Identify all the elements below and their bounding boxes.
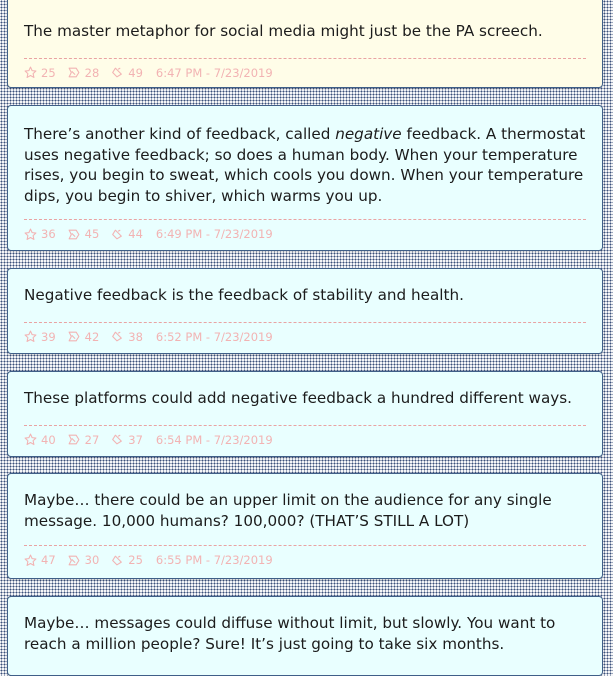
post-card[interactable]	[7, 105, 603, 251]
post-timestamp[interactable]: 6:49 PM - 7/23/2019	[155, 227, 273, 241]
repost-icon	[110, 554, 124, 567]
reply-icon	[67, 554, 81, 567]
post-text: Maybe… there could be an upper limit on the audience for any single message. 10,000 humans? 100,000? (THAT’S STILL A LOT)	[24, 491, 552, 530]
post-meta	[24, 323, 586, 351]
reply-count: 28	[84, 65, 100, 80]
star-icon	[24, 66, 37, 79]
reply-button[interactable]	[67, 330, 100, 344]
repost-button[interactable]	[110, 227, 143, 241]
post-card[interactable]	[7, 473, 603, 579]
repost-button[interactable]	[110, 66, 143, 80]
repost-count: 37	[128, 432, 143, 447]
repost-count: 49	[128, 65, 143, 80]
reply-icon	[67, 330, 81, 343]
star-icon	[24, 228, 37, 241]
repost-button[interactable]	[110, 330, 143, 344]
reply-icon	[67, 228, 81, 241]
post-text-part: feedback. A thermostat uses negative feedback; so does a human body. When your temperature rises, you begin to sweat, which cools you down. When your temperature dips, you begin to shiver, which warms you up.	[24, 125, 586, 205]
post-text: These platforms could add negative feedback a hundred different ways.	[24, 389, 572, 407]
post-card[interactable]	[7, 596, 603, 676]
reply-button[interactable]	[67, 433, 100, 447]
star-button[interactable]	[24, 227, 56, 241]
post-card[interactable]	[7, 0, 603, 88]
star-button[interactable]	[24, 330, 56, 344]
post-text-emphasis: negative	[335, 125, 402, 143]
reply-button[interactable]	[67, 227, 100, 241]
post-meta	[24, 546, 586, 574]
star-icon	[24, 554, 37, 567]
star-button[interactable]	[24, 553, 56, 567]
repost-count: 38	[128, 329, 143, 344]
reply-icon	[67, 433, 81, 446]
post-text: The master metaphor for social media might just be the PA screech.	[24, 22, 543, 40]
post-text	[24, 124, 586, 206]
post-timestamp[interactable]: 6:47 PM - 7/23/2019	[155, 65, 273, 80]
repost-icon	[110, 330, 124, 343]
repost-button[interactable]	[110, 553, 143, 567]
reply-count: 27	[84, 432, 100, 447]
reply-icon	[67, 66, 81, 79]
reply-count: 45	[84, 227, 100, 241]
repost-icon	[110, 66, 124, 79]
star-count: 36	[41, 227, 56, 241]
reply-count: 42	[84, 329, 100, 344]
reply-button[interactable]	[67, 66, 100, 80]
reply-button[interactable]	[67, 553, 100, 567]
post-text: Maybe… messages could diffuse without limit, but slowly. You want to reach a million people? Sure! It’s just going to take six months.	[24, 614, 556, 653]
star-icon	[24, 330, 37, 343]
post-timestamp[interactable]: 6:55 PM - 7/23/2019	[155, 553, 273, 567]
repost-icon	[110, 228, 124, 241]
star-count: 25	[41, 65, 56, 80]
post-timestamp[interactable]: 6:52 PM - 7/23/2019	[155, 329, 273, 344]
star-icon	[24, 433, 37, 446]
post-timestamp[interactable]: 6:54 PM - 7/23/2019	[155, 432, 273, 447]
post-card[interactable]	[7, 371, 603, 457]
star-count: 39	[41, 329, 56, 344]
post-text-part: There’s another kind of feedback, called	[24, 125, 336, 143]
repost-count: 44	[128, 227, 143, 241]
star-count: 47	[41, 553, 56, 567]
star-count: 40	[41, 432, 56, 447]
post-meta	[24, 220, 586, 248]
repost-count: 25	[128, 553, 143, 567]
star-button[interactable]	[24, 433, 56, 447]
post-text: Negative feedback is the feedback of stability and health.	[24, 286, 464, 304]
repost-icon	[110, 433, 124, 446]
repost-button[interactable]	[110, 433, 143, 447]
post-meta	[24, 59, 586, 87]
reply-count: 30	[84, 553, 100, 567]
post-card[interactable]	[7, 268, 603, 354]
post-meta	[24, 426, 586, 454]
star-button[interactable]	[24, 66, 56, 80]
